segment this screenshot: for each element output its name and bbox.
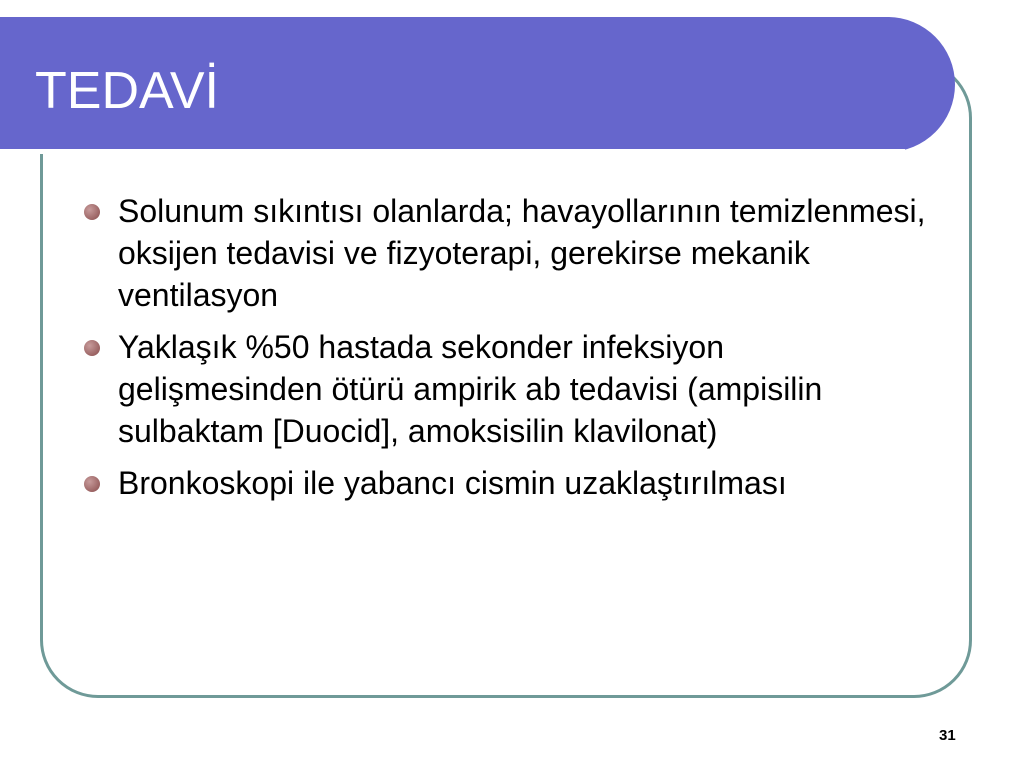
title-divider xyxy=(0,149,905,154)
bullet-item xyxy=(80,190,930,316)
bullet-item xyxy=(80,462,930,504)
bullet-text: Solunum sıkıntısı olanlarda; havayollarının temizlenmesi, oksijen tedavisi ve fizyoterapi, gerekirse mekanik ventilasyon xyxy=(118,193,926,313)
bullet-list xyxy=(80,190,930,514)
bullet-text: Bronkoskopi ile yabancı cismin uzaklaştırılması xyxy=(118,465,787,501)
bullet-dot-icon xyxy=(84,476,100,492)
bullet-dot-icon xyxy=(84,204,100,220)
bullet-dot-icon xyxy=(84,340,100,356)
title-bar xyxy=(0,17,955,152)
bullet-text: Yaklaşık %50 hastada sekonder infeksiyon gelişmesinden ötürü ampirik ab tedavisi (ampisilin sulbaktam [Duocid], amoksisilin klavilonat) xyxy=(118,329,823,449)
slide-title: TEDAVİ xyxy=(35,62,219,120)
bullet-item xyxy=(80,326,930,452)
slide-number: 31 xyxy=(939,727,956,744)
